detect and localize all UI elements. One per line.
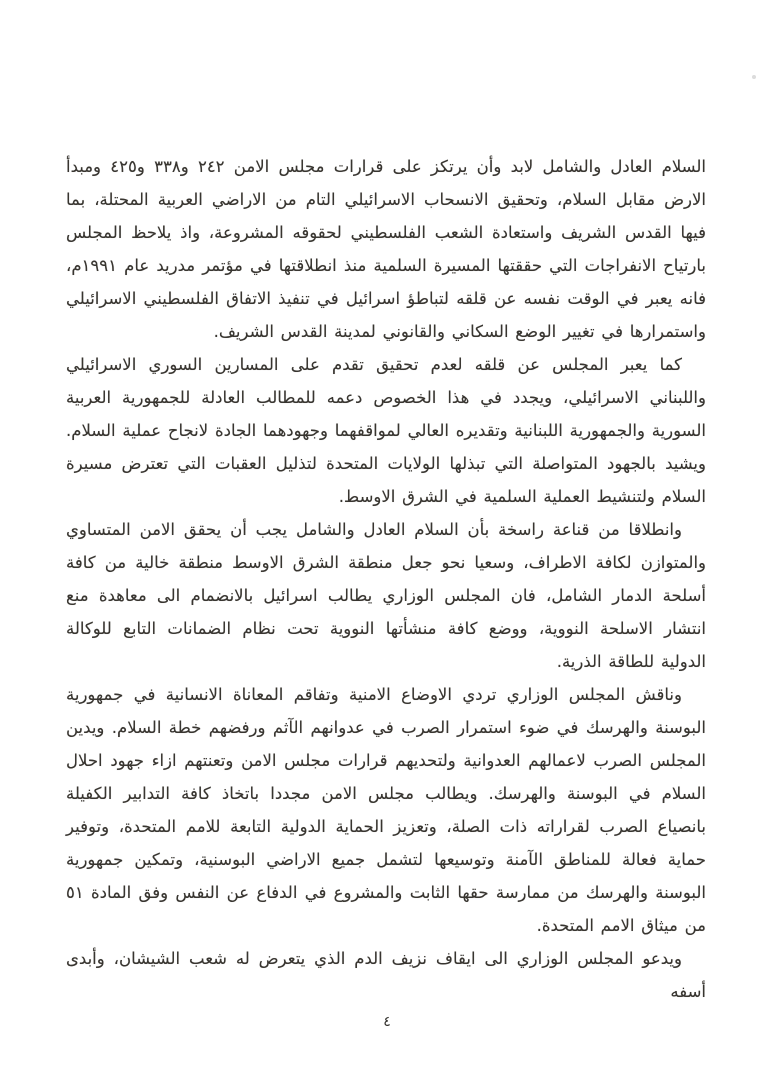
paragraph-4: وناقش المجلس الوزاري تردي الاوضاع الامنية وتفاقم المعاناة الانسانية في جمهورية البوسنة والهرسك في ضوء استمرار الصرب في عدوانهم الآثم ورفضهم خطة السلام. ويدين المجلس الصرب لاعمالهم العدوانية ولتحديهم قرارات مجلس الامن وتعنتهم ازاء جهود احلال السلام في البوسنة والهرسك. ويطالب مجلس الامن مجددا باتخاذ كافة التدابير الكفيلة بانصياع الصرب لقراراته ذات الصلة، وتعزيز الحماية الدولية التابعة للامم المتحدة، وتوفير حماية فعالة للمناطق الآمنة وتوسيعها لتشمل جميع الاراضي البوسنية، وتمكين جمهورية البوسنة والهرسك من ممارسة حقها الثابت والمشروع في الدفاع عن النفس وفق المادة ٥١ من ميثاق الامم المتحدة. <box>66 685 706 935</box>
paragraph-3: وانطلاقا من قناعة راسخة بأن السلام العادل والشامل يجب أن يحقق الامن المتساوي والمتوازن لكافة الاطراف، وسعيا نحو جعل منطقة الشرق الاوسط منطقة خالية من كافة أسلحة الدمار الشامل، فان المجلس الوزاري يطالب اسرائيل بالانضمام الى معاهدة منع انتشار الاسلحة النووية، ووضع كافة منشأتها النووية تحت نظام الضمانات التابع للوكالة الدولية للطاقة الذرية. <box>66 520 706 671</box>
paragraph-2: كما يعبر المجلس عن قلقه لعدم تحقيق تقدم على المسارين السوري الاسرائيلي واللبناني الاسرائيلي، ويجدد في هذا الخصوص دعمه للمطالب العادلة للجمهورية العربية السورية والجمهورية اللبنانية وتقديره العالي لمواقفهما وجهودهما الجادة لانجاح عملية السلام. ويشيد بالجهود المتواصلة التي تبذلها الولايات المتحدة لتذليل العقبات التي تعترض مسيرة السلام ولتنشيط العملية السلمية في الشرق الاوسط. <box>66 355 706 506</box>
document-text-block <box>66 150 706 1008</box>
page-number: ٤ <box>383 1014 391 1030</box>
scan-speckle <box>752 75 756 79</box>
paragraph-1: السلام العادل والشامل لابد وأن يرتكز على قرارات مجلس الامن ٢٤٢ و٣٣٨ و٤٢٥ ومبدأ الارض مقابل السلام، وتحقيق الانسحاب الاسرائيلي التام من الاراضي العربية المحتلة، بما فيها القدس الشريف واستعادة الشعب الفلسطيني لحقوقه المشروعة، واذ يلاحظ المجلس بارتياح الانفراجات التي حققتها المسيرة السلمية منذ انطلاقتها في مؤتمر مدريد عام ١٩٩١م، فانه يعبر في الوقت نفسه عن قلقه لتباطؤ اسرائيل في تنفيذ الاتفاق الفلسطيني الاسرائيلي واستمرارها في تغيير الوضع السكاني والقانوني لمدينة القدس الشريف. <box>66 157 707 341</box>
paragraph-5: ويدعو المجلس الوزاري الى ايقاف نزيف الدم الذي يتعرض له شعب الشيشان، وأبدى أسفه <box>66 949 706 1001</box>
